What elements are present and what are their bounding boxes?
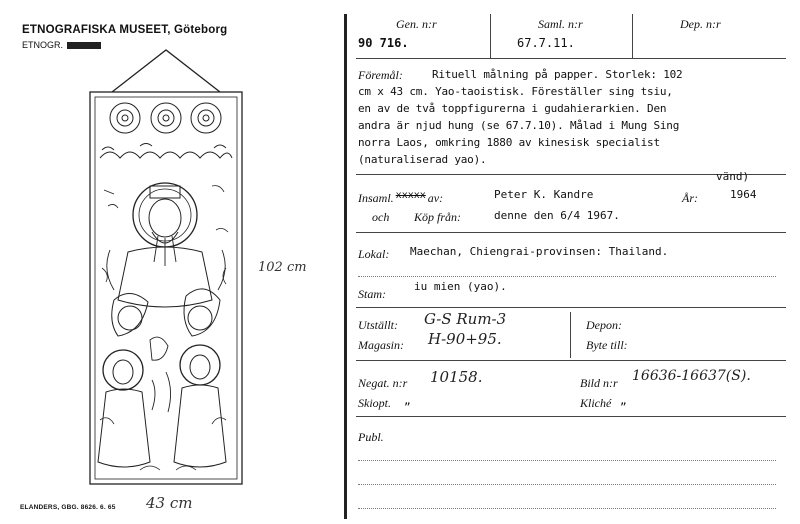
insaml-value: Peter K. Kandre bbox=[494, 188, 594, 201]
width-note: 43 cm bbox=[146, 494, 193, 512]
foremal-label: Föremål: bbox=[358, 68, 403, 82]
kop-value: denne den 6/4 1967. bbox=[494, 209, 620, 222]
kliche-label: Kliché bbox=[580, 396, 612, 410]
insaml-by: av: bbox=[427, 191, 444, 205]
dotted-rule bbox=[358, 276, 776, 277]
divider bbox=[356, 58, 786, 59]
depon-label: Depon: bbox=[586, 318, 622, 332]
utstallt-value: G-S Rum-3 bbox=[424, 310, 507, 328]
divider bbox=[570, 312, 571, 358]
ar-value: 1964 bbox=[730, 188, 757, 201]
dotted-rule bbox=[358, 508, 776, 509]
stam-value: iu mien (yao). bbox=[414, 280, 507, 293]
vand-note: vänd) bbox=[716, 170, 750, 183]
magasin-label: Magasin: bbox=[358, 338, 404, 352]
foremal-line: cm x 43 cm. Yao-taoistisk. Föreställer sing tsiu, bbox=[358, 85, 673, 98]
utstallt-label: Utställt: bbox=[358, 318, 399, 332]
negat-value: 10158. bbox=[430, 368, 483, 386]
foremal-line: andra är njud hung (se 67.7.10). Målad i Mung Sing bbox=[358, 119, 680, 132]
divider bbox=[356, 360, 786, 361]
foremal-line: en av de två toppfigurerna i gudahierarkien. Den bbox=[358, 102, 667, 115]
byte-label: Byte till: bbox=[586, 338, 628, 352]
lokal-value: Maechan, Chiengrai-provinsen: Thailand. bbox=[410, 245, 669, 258]
dotted-rule bbox=[358, 460, 776, 461]
saml-label: Saml. n:r bbox=[538, 17, 583, 31]
height-note: 102 cm bbox=[258, 260, 307, 275]
divider bbox=[356, 232, 786, 233]
lokal-label: Lokal: bbox=[358, 247, 390, 261]
museum-name: ETNOGRAFISKA MUSEET, Göteborg bbox=[22, 24, 228, 36]
insaml-struck: xxxxx bbox=[395, 190, 426, 201]
kop-label: Köp från: bbox=[414, 210, 462, 224]
stam-label: Stam: bbox=[358, 287, 386, 301]
saml-value: 67.7.11. bbox=[517, 36, 575, 50]
foremal-line: Rituell målning på papper. Storlek: 102 bbox=[432, 68, 683, 81]
bild-label: Bild n:r bbox=[580, 376, 618, 390]
dotted-rule bbox=[358, 484, 776, 485]
kliche-value: „ bbox=[620, 394, 627, 407]
skiopt-value: „ bbox=[404, 394, 411, 407]
divider bbox=[356, 416, 786, 417]
ar-label: År: bbox=[682, 191, 698, 205]
divider bbox=[490, 14, 491, 58]
etnogr-text: ETNOGR. bbox=[22, 40, 64, 50]
bild-value: 16636-16637(S). bbox=[632, 368, 751, 384]
foremal-line: (naturaliserad yao). bbox=[358, 153, 487, 166]
insaml-label bbox=[358, 191, 443, 206]
gen-label: Gen. n:r bbox=[396, 17, 437, 31]
skiopt-label: Skiopt. bbox=[358, 396, 391, 410]
divider bbox=[356, 307, 786, 308]
printer-imprint: ELANDERS, GBG. 8626. 6. 65 bbox=[20, 504, 116, 511]
divider bbox=[632, 14, 633, 58]
publ-label: Publ. bbox=[358, 430, 384, 444]
magasin-value: H-90+95. bbox=[428, 330, 502, 348]
card-left-border bbox=[344, 14, 347, 519]
dep-label: Dep. n:r bbox=[680, 17, 721, 31]
negat-label: Negat. n:r bbox=[358, 376, 408, 390]
och-label: och bbox=[372, 210, 390, 224]
insaml-prefix: Insaml. bbox=[358, 191, 394, 205]
foremal-line: norra Laos, omkring 1880 av kinesisk specialist bbox=[358, 136, 660, 149]
gen-value: 90 716. bbox=[358, 36, 409, 50]
